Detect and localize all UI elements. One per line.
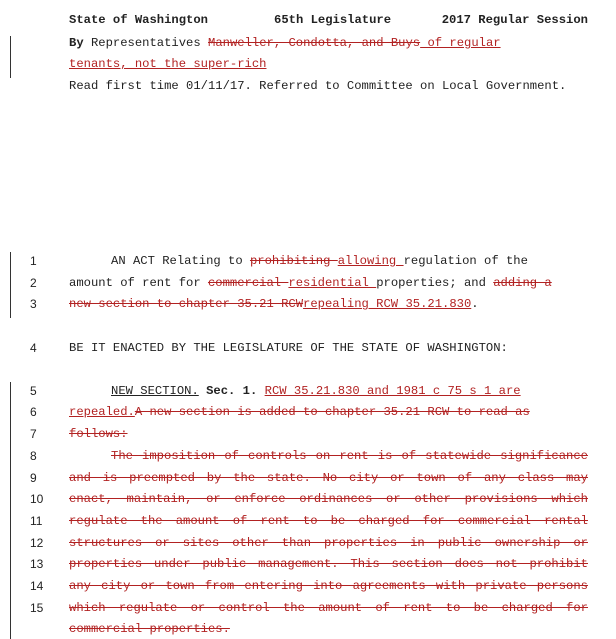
struck-text: prohibiting [249, 254, 338, 268]
sponsors-representatives: Representatives [90, 36, 201, 50]
line-number: 4 [30, 341, 37, 355]
sponsors-line-2 [69, 54, 588, 74]
act-title-line-3 [69, 294, 588, 314]
act-title-line-2 [69, 273, 588, 293]
line-number: 11 [30, 514, 43, 528]
struck-text: The imposition of controls on rent is of statewide significance [111, 449, 588, 463]
line-number: 5 [30, 384, 37, 398]
struck-text: commercial [207, 276, 289, 290]
struck-text: new section to chapter 35.21 RCW [69, 297, 304, 311]
struck-text: enact, maintain, or enforce ordinances or other provisions which [69, 492, 588, 506]
line-number: 14 [30, 579, 44, 593]
section-line-9 [69, 468, 588, 488]
inserted-text: RCW 35.21.830 and 1981 c 75 s 1 are [264, 384, 521, 398]
section-line-10 [69, 489, 588, 509]
act-text: . [471, 297, 479, 311]
section-line-12 [69, 533, 588, 553]
line-number: 9 [30, 471, 37, 485]
line-number: 12 [30, 536, 44, 550]
section-line-6 [69, 402, 588, 422]
inserted-sponsor-text-2: tenants, not the super-rich [69, 57, 267, 71]
struck-text: any city or town from entering into agreements with private persons [69, 579, 588, 593]
section-number: Sec. 1. [206, 384, 258, 398]
section-line-5 [111, 381, 588, 401]
act-title-line-1 [69, 251, 588, 271]
section-line-16 [69, 619, 588, 639]
line-number: 1 [30, 254, 37, 268]
header-session: 2017 Regular Session [441, 13, 588, 27]
line-number: 13 [30, 557, 44, 571]
inserted-text: repealed. [69, 405, 135, 419]
act-text: properties; and [376, 276, 494, 290]
struck-text: commercial properties. [69, 622, 230, 636]
header-legislature: 65th Legislature [274, 13, 392, 27]
sponsors-line [69, 33, 588, 53]
act-text: AN ACT Relating to [111, 254, 250, 268]
struck-text: A new section is added to chapter 35.21 RCW to read as [134, 405, 530, 419]
struck-text: and is preempted by the state. No city or town of any class may [69, 471, 588, 485]
header-state: State of Washington [69, 13, 208, 27]
section-line-13 [69, 554, 588, 574]
section-line-8 [69, 446, 588, 466]
line-number: 3 [30, 297, 37, 311]
line-number: 8 [30, 449, 37, 463]
section-line-15 [69, 598, 588, 618]
struck-text: adding a [493, 276, 552, 290]
act-text: amount of rent for [69, 276, 208, 290]
struck-text: which regulate or control the amount of rent to be charged for [69, 601, 588, 615]
struck-text: regulate the amount of rent to be charged for commercial rental [69, 514, 588, 528]
enacting-clause: BE IT ENACTED BY THE LEGISLATURE OF THE STATE OF WASHINGTON: [69, 341, 508, 355]
section-line-7 [69, 424, 588, 444]
sponsors-by: By [69, 36, 84, 50]
inserted-text: allowing [337, 254, 404, 268]
bill-header [69, 10, 588, 30]
inserted-text: residential [288, 276, 377, 290]
change-bar [10, 252, 11, 318]
struck-text: follows: [69, 427, 128, 441]
line-number: 2 [30, 276, 37, 290]
struck-text: structures or sites other than properties in public ownership or [69, 536, 588, 550]
change-bar [10, 382, 11, 639]
section-line-11 [69, 511, 588, 531]
section-line-14 [69, 576, 588, 596]
change-bar [10, 36, 11, 78]
inserted-text: repealing RCW 35.21.830 [303, 297, 472, 311]
line-number: 6 [30, 405, 37, 419]
line-number: 15 [30, 601, 44, 615]
act-text: regulation of the [403, 254, 528, 268]
inserted-sponsor-text: of regular [420, 36, 501, 50]
line-number: 10 [30, 492, 44, 506]
read-first-time: Read first time 01/11/17. Referred to Committee on Local Government. [69, 79, 567, 93]
new-section-label: NEW SECTION. [111, 384, 199, 398]
struck-sponsor-names: Manweller, Condotta, and Buys [208, 36, 421, 50]
line-number: 7 [30, 427, 37, 441]
struck-text: properties under public management. This section does not prohibit [69, 557, 588, 571]
